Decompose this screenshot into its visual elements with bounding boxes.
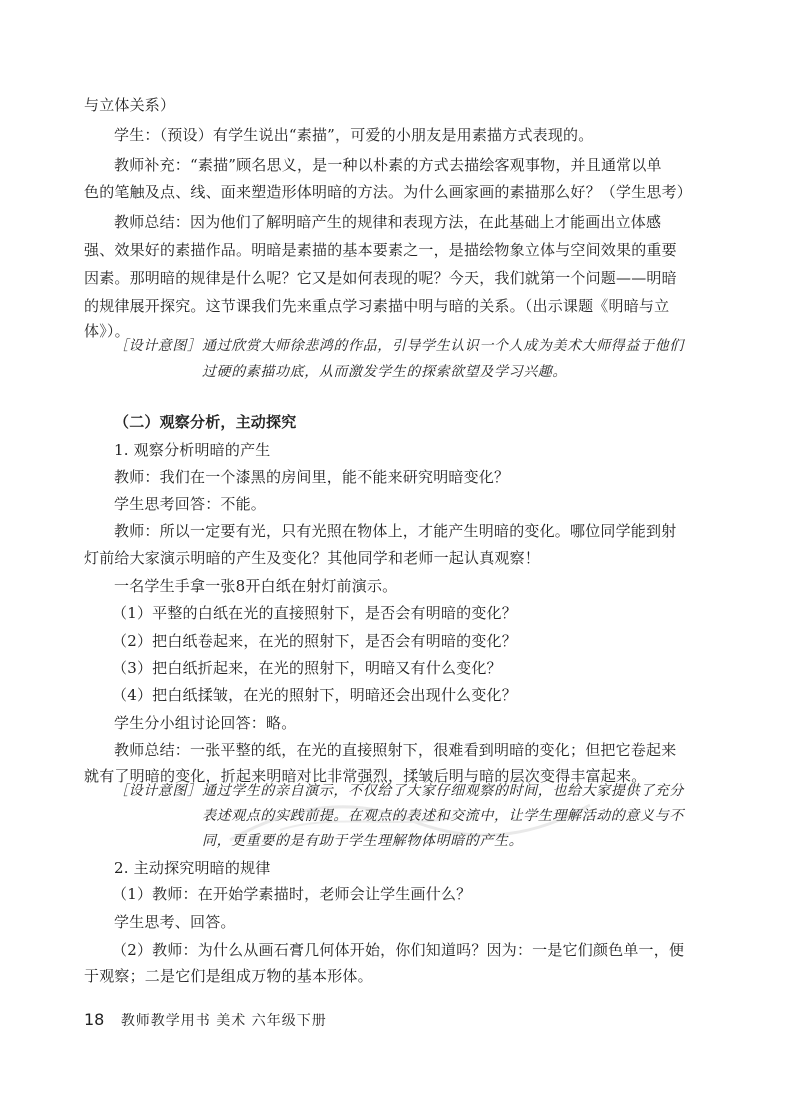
text-line: （1）平整的白纸在光的直接照射下，是否会有明暗的变化？: [112, 604, 517, 622]
text-line: 就有了明暗的变化，折起来明暗对比非常强烈，揉皱后明与暗的层次变得丰富起来。: [84, 767, 647, 785]
text-line: 学生分小组讨论回答：略。: [114, 714, 297, 732]
text-line: （4）把白纸揉皱，在光的照射下，明暗还会出现什么变化？: [112, 686, 517, 704]
design-intent-text: 通过学生的亲自演示，不仅给了大家仔细观察的时间，也给大家提供了充分: [202, 783, 684, 799]
text-line: 强、效果好的素描作品。明暗是素描的基本要素之一，是描绘物象立体与空间效果的重要: [84, 241, 677, 259]
design-intent-text: 通过欣赏大师徐悲鸿的作品，引导学生认识一个人成为美术大师得益于他们: [202, 338, 684, 354]
text-line: 学生思考、回答。: [114, 913, 236, 931]
page-number: 18: [84, 1010, 105, 1029]
design-intent-text: 表述观点的实践前提。在观点的表述和交流中，让学生理解活动的意义与不: [202, 808, 684, 824]
text-line: 教师总结：因为他们了解明暗产生的规律和表现方法，在此基础上才能画出立体感: [114, 213, 662, 231]
text-line: （2）教师：为什么从画石膏几何体开始，你们知道吗？因为：一是它们颜色单一，便: [112, 941, 685, 959]
text-line: 的规律展开探究。这节课我们先来重点学习素描中明与暗的关系。（出示课题《明暗与立: [84, 297, 670, 315]
text-line: （1）教师：在开始学素描时，老师会让学生画什么？: [112, 885, 472, 903]
text-line: 因素。那明暗的规律是什么呢？它又是如何表现的呢？今天，我们就第一个问题——明暗: [84, 269, 677, 287]
text-line: 一名学生手拿一张8开白纸在射灯前演示。: [114, 577, 398, 595]
subsection-heading: 1. 观察分析明暗的产生: [114, 441, 271, 459]
text-line: （2）把白纸卷起来，在光的照射下，是否会有明暗的变化？: [112, 632, 517, 650]
text-line: 教师总结：一张平整的纸，在光的直接照射下，很难看到明暗的变化；但把它卷起来: [114, 741, 677, 759]
section-heading: （二）观察分析，主动探究: [114, 413, 297, 431]
text-line: 教师：所以一定要有光，只有光照在物体上，才能产生明暗的变化。哪位同学能到射: [114, 522, 677, 540]
text-line: 学生思考回答：不能。: [114, 495, 267, 513]
design-intent-text: 同，更重要的是有助于学生理解物体明暗的产生。: [202, 833, 524, 849]
text-line: 灯前给大家演示明暗的产生及变化？其他同学和老师一起认真观察！: [84, 549, 541, 567]
subsection-heading: 2. 主动探究明暗的规律: [114, 859, 271, 877]
text-line: 于观察；二是它们是组成万物的基本形体。: [84, 967, 373, 985]
text-line: （3）把白纸折起来，在光的照射下，明暗又有什么变化？: [112, 659, 502, 677]
design-intent-label: ［设计意图］: [114, 338, 202, 354]
text-line: 教师补充：“素描”顾名思义，是一种以朴素的方式去描绘客观事物，并且通常以单: [114, 156, 662, 174]
text-line: 色的笔触及点、线、面来塑造形体明暗的方法。为什么画家画的素描那么好？（学生思考）: [84, 183, 693, 201]
design-intent-label: ［设计意图］: [114, 783, 202, 799]
text-line: 学生：（预设）有学生说出“素描”，可爱的小朋友是用素描方式表现的。: [114, 126, 594, 144]
text-line: 教师：我们在一个漆黑的房间里，能不能来研究明暗变化？: [114, 468, 510, 486]
text-line: 与立体关系）: [84, 96, 176, 114]
book-title: 教师教学用书 美术 六年级下册: [120, 1013, 327, 1029]
text-line: 体》）。: [84, 322, 130, 340]
design-intent-text: 过硬的素描功底，从而激发学生的探索欲望及学习兴趣。: [202, 364, 567, 380]
page-footer: [84, 1010, 327, 1031]
